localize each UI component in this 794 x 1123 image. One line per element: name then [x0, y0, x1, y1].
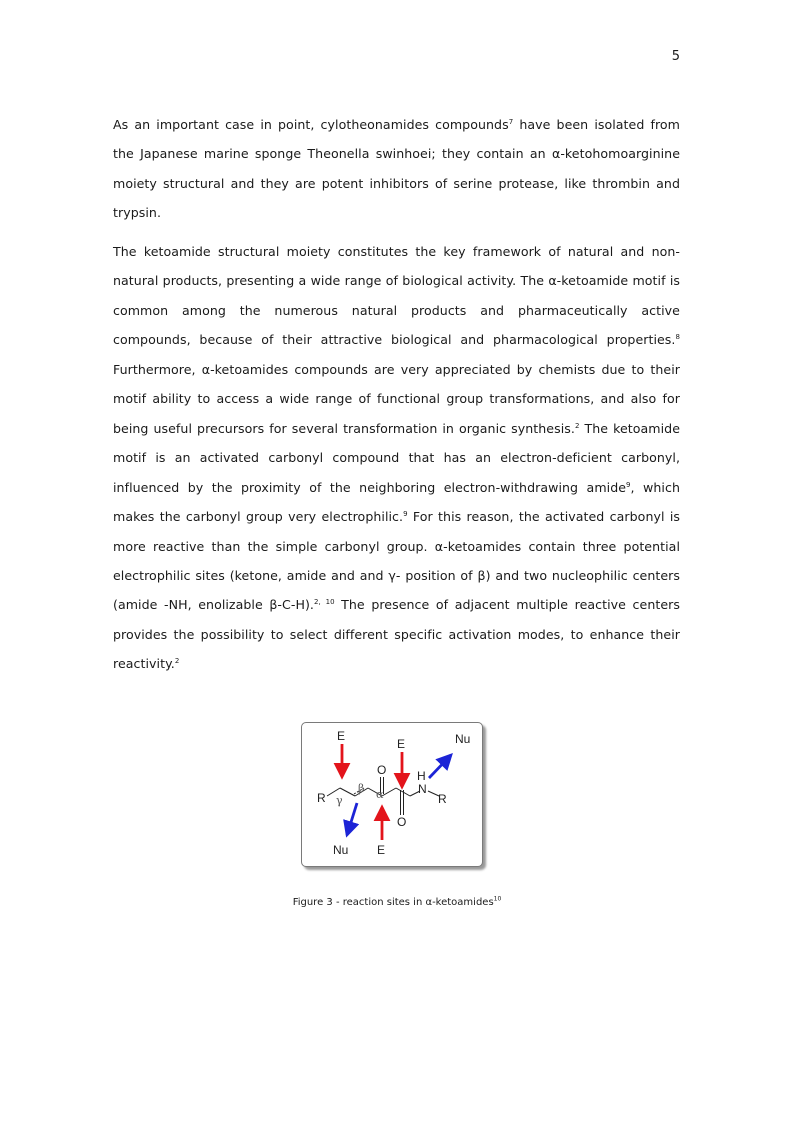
label-e-top-left: E — [337, 729, 346, 743]
label-nu-top: Nu — [455, 732, 471, 746]
label-beta: β — [358, 782, 365, 795]
p2-text-2: Furthermore, α-ketoamides compounds are very appreciated by chemists due to their motif ability to access a wide range of functional group transformations, and also for being useful precursors for several transformation in organic synthesis. — [113, 361, 680, 436]
p2-text-3: The ketoamide motif is an activated carbonyl compound that has an electron-deficient carbonyl, influenced by the proximity of the neighboring electron-withdrawing amide — [113, 420, 680, 495]
alpha-ketoamide-structure — [302, 723, 482, 866]
figure-reaction-sites — [301, 722, 483, 867]
figure-caption — [200, 897, 594, 908]
citation-ref: 8 — [675, 333, 680, 342]
label-o-bottom: O — [397, 815, 407, 829]
label-r-right: R — [438, 792, 447, 806]
caption-text: Figure 3 - reaction sites in α-ketoamides — [292, 897, 494, 908]
p2-text-1: The ketoamide structural moiety constitutes the key framework of natural and non-natural products, presenting a wide range of biological activity. The α-ketoamide motif is common among the numerous natural products and pharmaceutically active compounds, because of their attractive biological and pharmacological properties. — [113, 244, 680, 348]
paragraph-1 — [113, 110, 680, 228]
citation-ref: 9 — [403, 509, 408, 518]
p1-text-1: As an important case in point, cylotheonamides compounds — [113, 117, 509, 132]
p2-text-5: For this reason, the activated carbonyl is more reactive than the simple carbonyl group. α-ketoamides contain three potential electrophilic sites (ketone, amide and and γ- position of β) and two nucleophilic centers (amide -NH, enolizable β-C-H). — [113, 509, 680, 613]
citation-ref: 2 — [174, 657, 180, 666]
label-alpha: α — [376, 788, 384, 801]
label-e-top-right: E — [397, 737, 406, 751]
label-h: H — [417, 769, 426, 783]
caption-ref: 10 — [493, 895, 502, 903]
citation-ref: 2 — [574, 421, 580, 430]
label-gamma: γ — [336, 794, 343, 807]
citation-ref: 9 — [626, 480, 631, 489]
label-o-top: O — [377, 763, 387, 777]
label-nu-bottom: Nu — [333, 843, 349, 857]
p1-text-2: have been isolated from the Japanese marine sponge Theonella swinhoei; they contain an α-ketohomoarginine moiety structural and they are potent inhibitors of serine protease, like thrombin and trypsin. — [113, 117, 680, 221]
citation-ref: 2, 10 — [313, 598, 335, 607]
page-number: 5 — [671, 49, 680, 64]
label-r-left: R — [317, 791, 326, 805]
citation-ref: 7 — [508, 117, 514, 126]
label-n: N — [418, 782, 427, 796]
paragraph-2 — [113, 237, 680, 679]
nucleophile-arrow-nh — [429, 755, 451, 778]
label-e-bottom: E — [377, 843, 386, 857]
p2-text-6: The presence of adjacent multiple reactive centers provides the possibility to select different specific activation modes, to enhance their reactivity. — [113, 597, 680, 672]
nucleophile-arrow-beta-ch — [347, 803, 357, 835]
p2-text-4: , which makes the carbonyl group very electrophilic. — [113, 479, 680, 525]
